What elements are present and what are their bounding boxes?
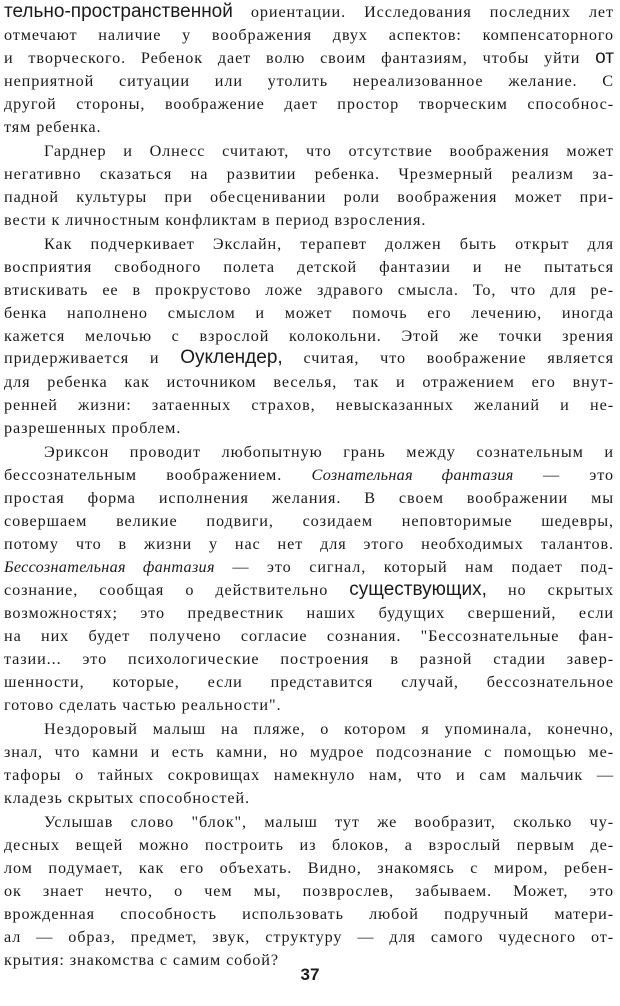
text-span: Оуклендер, xyxy=(180,347,283,368)
text-span: лом подумает, как его объехать. Видно, знакомясь с миром, ребен- xyxy=(4,859,614,877)
text-span: тазии... это психологические построения в разной стадии завер- xyxy=(4,650,614,668)
text-line xyxy=(4,787,614,810)
text-span: ориентации. Исследования последних лет xyxy=(232,3,614,21)
text-span: шенности, которые, если представится случай, бессознательное xyxy=(4,673,614,691)
text-span: падной культуры при обесценивании роли воображения может при- xyxy=(4,188,614,206)
text-line xyxy=(4,857,614,880)
text-line xyxy=(4,903,614,926)
text-span: придерживается и xyxy=(4,349,181,367)
text-span: врожденная способность использовать любой подручный матери- xyxy=(4,905,614,923)
text-line xyxy=(4,24,614,47)
text-span: тафоры о тайных сокровищах намекнуло нам, что и сам мальчик — xyxy=(4,766,614,784)
text-line xyxy=(44,233,614,256)
text-span: — это xyxy=(513,466,615,484)
text-line xyxy=(4,302,614,325)
text-line xyxy=(4,256,614,279)
text-line xyxy=(4,556,614,579)
text-line xyxy=(4,279,614,302)
text-span: неприятной ситуации или утолить нереализованное желание. С xyxy=(4,72,614,90)
text-line xyxy=(4,93,614,116)
text-line xyxy=(44,718,614,741)
text-span: Как подчеркивает Экслайн, терапевт должен быть открыт для xyxy=(44,235,614,253)
text-span: восприятия свободного полета детской фантазии и не пытаться xyxy=(4,258,614,276)
text-span: простая форма исполнения желания. В своем воображении мы xyxy=(4,489,614,507)
text-line xyxy=(4,464,614,487)
text-line xyxy=(44,811,614,834)
text-span: Сознательная фантазия xyxy=(311,466,514,484)
text-span: совершаем великие подвиги, созидаем неповторимые шедевры, xyxy=(4,512,614,530)
text-span: бенка наполнено смыслом и может помочь его лечению, иногда xyxy=(4,304,614,322)
text-span: бессознательным воображением. xyxy=(4,466,312,484)
text-span: ал — образ, предмет, звук, структуру — для самого чудесного от- xyxy=(4,928,614,946)
text-line xyxy=(4,1,614,24)
text-line xyxy=(4,163,614,186)
text-span: считая, что воображение является xyxy=(282,349,614,367)
text-span: от xyxy=(595,47,614,68)
text-line xyxy=(4,325,614,348)
text-line xyxy=(4,625,614,648)
text-line xyxy=(4,741,614,764)
text-line xyxy=(4,371,614,394)
text-span: на них будет получено согласие сознания. "Бессознательные фан- xyxy=(4,627,614,645)
text-line xyxy=(4,116,614,139)
text-line xyxy=(4,487,614,510)
page-number: 37 xyxy=(300,965,320,984)
text-line xyxy=(44,140,614,163)
text-span: — это сигнал, который нам подает под- xyxy=(214,558,614,576)
text-span: Нездоровый малыш на пляже, о котором я упоминала, конечно, xyxy=(44,720,614,738)
text-span: отмечают наличие у воображения двух аспектов: компенсаторного xyxy=(4,26,614,44)
text-line xyxy=(4,579,614,602)
text-line xyxy=(4,209,614,232)
text-span: ок знает нечто, о чем мы, позврослев, забываем. Может, это xyxy=(4,882,614,900)
text-span: негативно сказаться на развитии ребенка. Чрезмерный реализм за- xyxy=(4,165,614,183)
text-span: возможностях; это предвестник наших будущих свершений, если xyxy=(4,604,614,622)
text-span: другой стороны, воображение дает простор творческим способнос- xyxy=(4,95,614,113)
text-line xyxy=(4,648,614,671)
text-span: тельно-пространственной xyxy=(4,1,233,22)
text-line xyxy=(4,417,614,440)
text-span: Услышав слово "блок", малыш тут же вообразит, сколько чу- xyxy=(44,813,614,831)
text-line xyxy=(4,764,614,787)
text-span: готово сделать частью реальности". xyxy=(4,696,282,714)
text-span: Эриксон проводит любопытную грань между сознательным и xyxy=(44,443,614,461)
text-span: крытия: знакомства с самим собой? xyxy=(4,951,279,969)
text-line xyxy=(4,671,614,694)
text-span: ренней жизни: затаенных страхов, невысказанных желаний и не- xyxy=(4,396,614,414)
text-line xyxy=(4,533,614,556)
text-span: тям ребенка. xyxy=(4,118,102,136)
text-line xyxy=(4,70,614,93)
text-line xyxy=(4,510,614,533)
text-span: втискивать ее в прокрустово ложе здравого смысла. То, что для ре- xyxy=(4,281,614,299)
text-span: сознание, сообщая о действительно xyxy=(4,581,350,599)
text-line xyxy=(4,394,614,417)
text-line xyxy=(4,880,614,903)
text-span: но скрытых xyxy=(486,581,614,599)
text-line xyxy=(4,694,614,717)
text-span: вести к личностным конфликтам в период взросления. xyxy=(4,211,427,229)
text-line xyxy=(44,441,614,464)
text-span: знал, что камни и есть камни, но мудрое подсознание с помощью ме- xyxy=(4,743,614,761)
text-line xyxy=(4,47,614,70)
text-span: Бессознательная фантазия xyxy=(4,558,215,576)
text-span: и творческого. Ребенок дает волю своим фантазиям, чтобы уйти xyxy=(4,49,596,67)
text-line xyxy=(4,186,614,209)
text-span: кажется мелочью с взрослой колокольни. Этой же точки зрения xyxy=(4,327,614,345)
text-span: Гарднер и Олнесс считают, что отсутствие воображения может xyxy=(44,142,614,160)
text-span: кладезь скрытых способностей. xyxy=(4,789,250,807)
text-span: потому что в жизни у нас нет для этого необходимых талантов. xyxy=(4,535,614,553)
text-line xyxy=(4,926,614,949)
text-line xyxy=(4,347,614,370)
text-span: разрешенных проблем. xyxy=(4,419,182,437)
text-span: существующих, xyxy=(349,579,487,600)
text-line xyxy=(4,834,614,857)
text-span: десных вещей можно построить из блоков, а взрослый первым де- xyxy=(4,836,614,854)
text-line xyxy=(4,602,614,625)
text-span: для ребенка как источником веселья, так и отражением его внут- xyxy=(4,373,614,391)
